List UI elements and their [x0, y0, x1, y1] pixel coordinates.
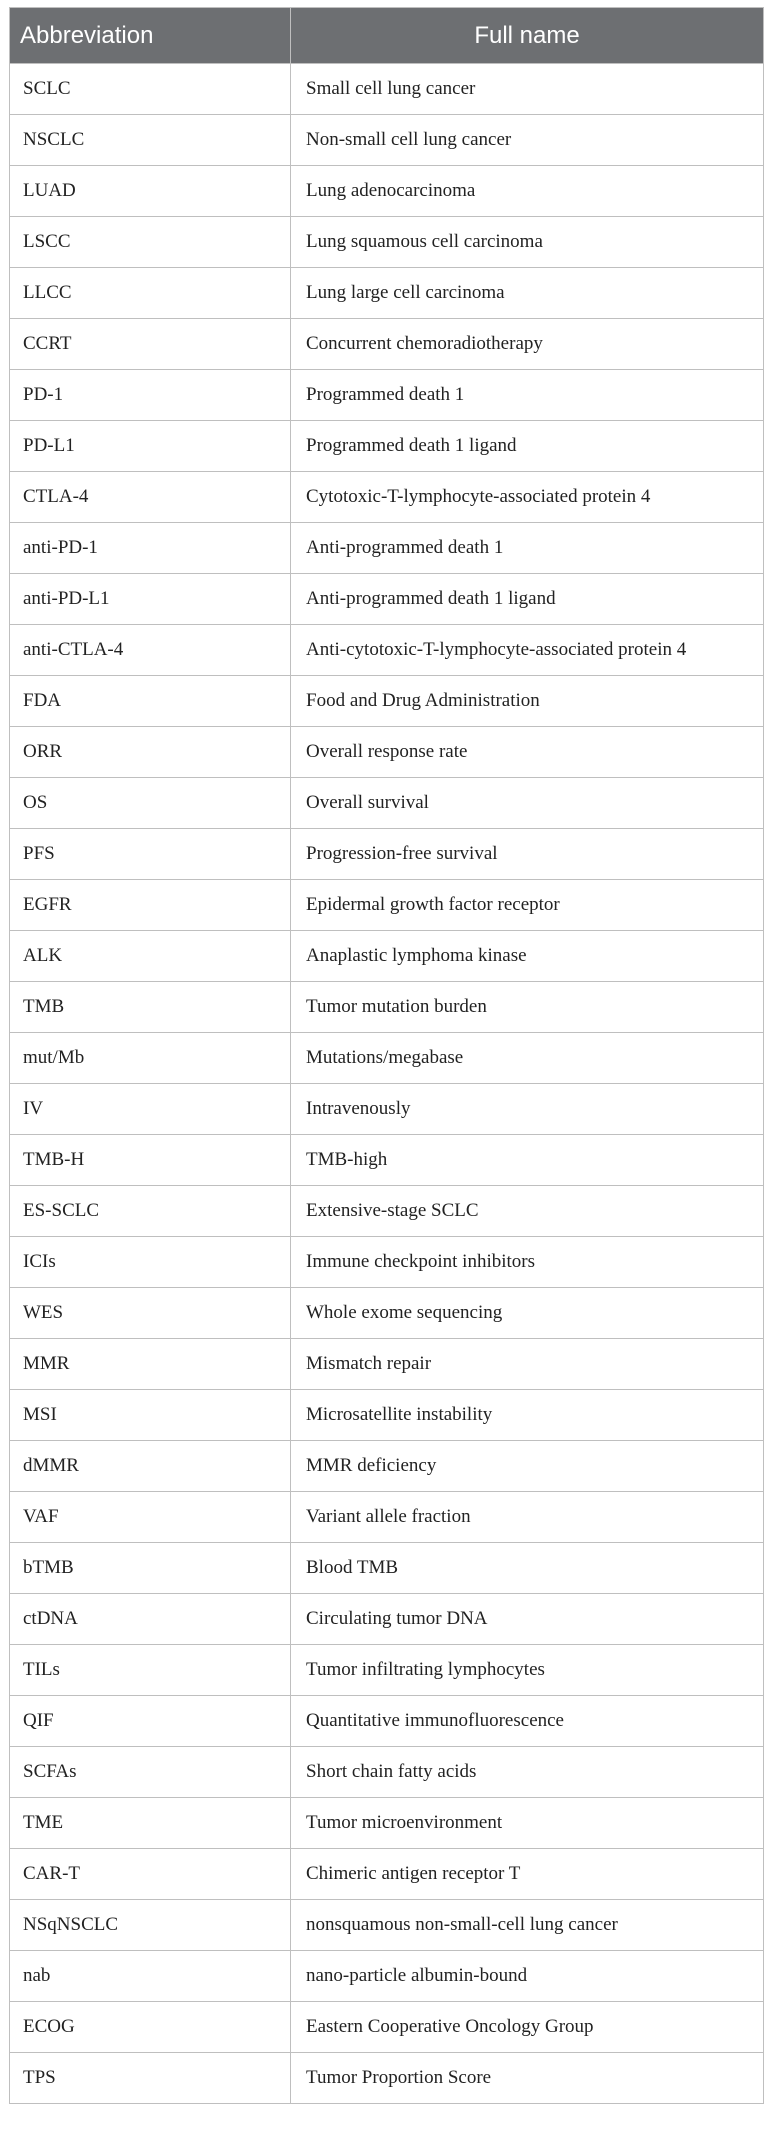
table-row [10, 880, 764, 931]
abbreviation-cell: SCFAs [10, 1747, 291, 1798]
table-row [10, 829, 764, 880]
table-row [10, 1696, 764, 1747]
abbreviation-cell: CAR-T [10, 1849, 291, 1900]
table-row [10, 370, 764, 421]
abbreviation-table-container [9, 7, 763, 2104]
full-name-cell: Anti-cytotoxic-T-lymphocyte-associated protein 4 [291, 625, 764, 676]
abbreviation-cell: PD-1 [10, 370, 291, 421]
full-name-cell: Small cell lung cancer [291, 64, 764, 115]
full-name-cell: Anaplastic lymphoma kinase [291, 931, 764, 982]
abbreviation-cell: ORR [10, 727, 291, 778]
table-row [10, 676, 764, 727]
table-row [10, 1492, 764, 1543]
full-name-cell: Tumor mutation burden [291, 982, 764, 1033]
table-row [10, 1900, 764, 1951]
full-name-cell: Anti-programmed death 1 ligand [291, 574, 764, 625]
table-row [10, 2002, 764, 2053]
abbreviation-cell: CTLA-4 [10, 472, 291, 523]
table-row [10, 2053, 764, 2104]
full-name-cell: Overall response rate [291, 727, 764, 778]
table-row [10, 982, 764, 1033]
full-name-cell: Short chain fatty acids [291, 1747, 764, 1798]
full-name-cell: Food and Drug Administration [291, 676, 764, 727]
header-abbreviation: Abbreviation [10, 8, 291, 64]
full-name-cell: Circulating tumor DNA [291, 1594, 764, 1645]
abbreviation-cell: ctDNA [10, 1594, 291, 1645]
full-name-cell: Lung adenocarcinoma [291, 166, 764, 217]
table-row [10, 166, 764, 217]
abbreviation-cell: MMR [10, 1339, 291, 1390]
full-name-cell: Lung large cell carcinoma [291, 268, 764, 319]
abbreviation-cell: PD-L1 [10, 421, 291, 472]
full-name-cell: Non-small cell lung cancer [291, 115, 764, 166]
table-body [10, 64, 764, 2104]
header-row [10, 8, 764, 64]
abbreviation-cell: PFS [10, 829, 291, 880]
full-name-cell: Lung squamous cell carcinoma [291, 217, 764, 268]
abbreviation-cell: MSI [10, 1390, 291, 1441]
abbreviation-cell: NSCLC [10, 115, 291, 166]
full-name-cell: Extensive-stage SCLC [291, 1186, 764, 1237]
full-name-cell: TMB-high [291, 1135, 764, 1186]
table-row [10, 1339, 764, 1390]
abbreviation-cell: TMB [10, 982, 291, 1033]
table-row [10, 727, 764, 778]
table-row [10, 268, 764, 319]
table-row [10, 625, 764, 676]
table-row [10, 1441, 764, 1492]
full-name-cell: Tumor Proportion Score [291, 2053, 764, 2104]
abbreviation-cell: anti-PD-L1 [10, 574, 291, 625]
abbreviation-cell: ALK [10, 931, 291, 982]
abbreviation-cell: VAF [10, 1492, 291, 1543]
abbreviation-cell: TMB-H [10, 1135, 291, 1186]
full-name-cell: Intravenously [291, 1084, 764, 1135]
table-row [10, 523, 764, 574]
full-name-cell: Variant allele fraction [291, 1492, 764, 1543]
table-row [10, 1747, 764, 1798]
table-header [10, 8, 764, 64]
header-full-name: Full name [291, 8, 764, 64]
abbreviation-cell: QIF [10, 1696, 291, 1747]
full-name-cell: Microsatellite instability [291, 1390, 764, 1441]
abbreviation-cell: CCRT [10, 319, 291, 370]
full-name-cell: Epidermal growth factor receptor [291, 880, 764, 931]
abbreviation-cell: dMMR [10, 1441, 291, 1492]
full-name-cell: Overall survival [291, 778, 764, 829]
full-name-cell: Eastern Cooperative Oncology Group [291, 2002, 764, 2053]
full-name-cell: Concurrent chemoradiotherapy [291, 319, 764, 370]
full-name-cell: Blood TMB [291, 1543, 764, 1594]
full-name-cell: Chimeric antigen receptor T [291, 1849, 764, 1900]
abbreviation-cell: LUAD [10, 166, 291, 217]
table-row [10, 1186, 764, 1237]
full-name-cell: Mutations/megabase [291, 1033, 764, 1084]
full-name-cell: Immune checkpoint inhibitors [291, 1237, 764, 1288]
abbreviation-cell: SCLC [10, 64, 291, 115]
table-row [10, 1798, 764, 1849]
abbreviation-cell: LLCC [10, 268, 291, 319]
abbreviation-cell: anti-CTLA-4 [10, 625, 291, 676]
table-row [10, 1951, 764, 2002]
table-row [10, 1135, 764, 1186]
full-name-cell: Quantitative immunofluorescence [291, 1696, 764, 1747]
full-name-cell: Programmed death 1 ligand [291, 421, 764, 472]
table-row [10, 1543, 764, 1594]
table-row [10, 1288, 764, 1339]
table-row [10, 1849, 764, 1900]
abbreviation-cell: ECOG [10, 2002, 291, 2053]
abbreviation-cell: WES [10, 1288, 291, 1339]
table-row [10, 1033, 764, 1084]
abbreviation-cell: EGFR [10, 880, 291, 931]
table-row [10, 1084, 764, 1135]
table-row [10, 574, 764, 625]
abbreviation-cell: nab [10, 1951, 291, 2002]
full-name-cell: nano-particle albumin-bound [291, 1951, 764, 2002]
abbreviation-cell: OS [10, 778, 291, 829]
full-name-cell: Progression-free survival [291, 829, 764, 880]
abbreviation-cell: IV [10, 1084, 291, 1135]
table-row [10, 778, 764, 829]
table-row [10, 319, 764, 370]
table-row [10, 64, 764, 115]
abbreviation-cell: FDA [10, 676, 291, 727]
table-row [10, 1390, 764, 1441]
full-name-cell: MMR deficiency [291, 1441, 764, 1492]
abbreviation-cell: bTMB [10, 1543, 291, 1594]
abbreviation-cell: NSqNSCLC [10, 1900, 291, 1951]
full-name-cell: Programmed death 1 [291, 370, 764, 421]
abbreviation-cell: TILs [10, 1645, 291, 1696]
table-row [10, 217, 764, 268]
abbreviation-cell: TME [10, 1798, 291, 1849]
table-row [10, 472, 764, 523]
abbreviation-cell: mut/Mb [10, 1033, 291, 1084]
table-row [10, 115, 764, 166]
full-name-cell: Whole exome sequencing [291, 1288, 764, 1339]
abbreviation-cell: TPS [10, 2053, 291, 2104]
abbreviation-cell: ES-SCLC [10, 1186, 291, 1237]
table-row [10, 421, 764, 472]
abbreviation-table [9, 7, 764, 2104]
full-name-cell: Cytotoxic-T-lymphocyte-associated protein 4 [291, 472, 764, 523]
table-row [10, 931, 764, 982]
full-name-cell: Anti-programmed death 1 [291, 523, 764, 574]
abbreviation-cell: anti-PD-1 [10, 523, 291, 574]
table-row [10, 1237, 764, 1288]
table-row [10, 1645, 764, 1696]
abbreviation-cell: LSCC [10, 217, 291, 268]
full-name-cell: Mismatch repair [291, 1339, 764, 1390]
abbreviation-cell: ICIs [10, 1237, 291, 1288]
full-name-cell: Tumor microenvironment [291, 1798, 764, 1849]
table-row [10, 1594, 764, 1645]
full-name-cell: nonsquamous non-small-cell lung cancer [291, 1900, 764, 1951]
full-name-cell: Tumor infiltrating lymphocytes [291, 1645, 764, 1696]
